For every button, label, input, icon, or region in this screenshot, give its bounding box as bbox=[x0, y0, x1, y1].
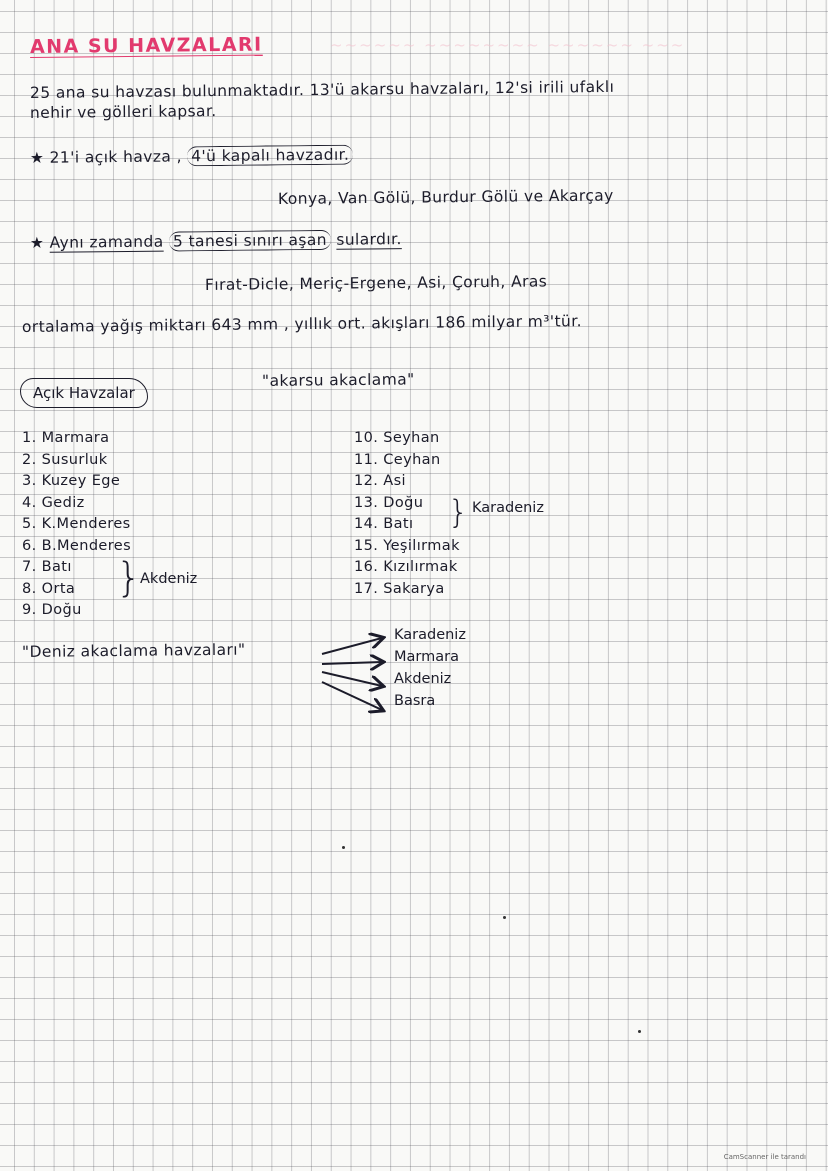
list-item: Marmara bbox=[394, 649, 459, 665]
sea-drainage-label: "Deniz akaclama havzaları" bbox=[21, 640, 246, 661]
list-item: 3. Kuzey Ege bbox=[22, 473, 121, 489]
closed-basin-list: Konya, Van Gölü, Burdur Gölü ve Akarçay bbox=[277, 186, 614, 208]
brace-icon: } bbox=[116, 555, 142, 601]
karadeniz-group-label: Karadeniz bbox=[472, 500, 544, 516]
list-item: 15. Yeşilırmak bbox=[354, 537, 460, 554]
list-item: Basra bbox=[394, 693, 436, 709]
list-item: 9. Doğu bbox=[22, 602, 82, 618]
intro-line-1: 25 ana su havzası bulunmaktadır. 13'ü akarsu havzaları, 12'si irili ufaklı bbox=[29, 77, 615, 102]
list-item: 10. Seyhan bbox=[354, 430, 440, 446]
list-item: Akdeniz bbox=[394, 671, 452, 687]
arrows-icon bbox=[318, 632, 390, 722]
right-basin-list bbox=[354, 428, 460, 600]
list-item: 4. Gediz bbox=[22, 494, 85, 511]
arrow-icon bbox=[322, 662, 382, 664]
list-item: 8. Orta bbox=[22, 580, 76, 597]
border-prefix: Aynı zamanda bbox=[49, 232, 164, 252]
border-suffix: sulardır. bbox=[336, 230, 402, 249]
border-rivers-list: Fırat-Dicle, Meriç-Ergene, Asi, Çoruh, Aras bbox=[204, 272, 548, 294]
ink-dot bbox=[503, 916, 506, 919]
ink-dot bbox=[638, 1030, 641, 1033]
open-closed-line bbox=[30, 145, 353, 168]
faded-header: ~~~~~~ ~~~~~~~~ ~~~~~~ ~~~ bbox=[330, 36, 686, 54]
brace-icon: } bbox=[448, 493, 469, 531]
open-basin-count: 21'i açık havza , bbox=[49, 147, 182, 167]
list-item: 17. Sakarya bbox=[354, 580, 445, 597]
arrow-icon bbox=[322, 672, 382, 686]
list-item: 16. Kızılırmak bbox=[354, 559, 458, 575]
list-item: 5. K.Menderes bbox=[22, 516, 131, 532]
list-item: 14. Batı bbox=[354, 516, 414, 532]
arrow-icon bbox=[322, 638, 382, 654]
list-item: 2. Susurluk bbox=[22, 451, 108, 468]
border-waters-line bbox=[30, 229, 402, 253]
left-basin-list bbox=[22, 428, 131, 622]
scanner-footer: CamScanner ile tarandı bbox=[723, 1153, 806, 1161]
ink-dot bbox=[342, 846, 345, 849]
page-title: ANA SU HAVZALARI bbox=[29, 33, 263, 58]
list-item: 6. B.Menderes bbox=[22, 537, 132, 554]
border-boxed-text: 5 tanesi sınırı aşan bbox=[169, 230, 331, 252]
closed-basin-count: 4'ü kapalı havzadır. bbox=[187, 145, 353, 167]
list-item: 13. Doğu bbox=[354, 494, 424, 511]
open-basins-label: Açık Havzalar bbox=[20, 378, 148, 408]
open-basins-subtitle: "akarsu akaclama" bbox=[261, 370, 415, 390]
intro-line-2: nehir ve gölleri kapsar. bbox=[29, 102, 217, 122]
list-item: 1. Marmara bbox=[22, 430, 110, 446]
akdeniz-group-label: Akdeniz bbox=[140, 571, 198, 587]
list-item: Karadeniz bbox=[394, 627, 466, 643]
sea-drainage-targets bbox=[394, 624, 466, 712]
list-item: 11. Ceyhan bbox=[354, 451, 441, 468]
list-item: 12. Asi bbox=[354, 473, 406, 489]
stats-line: ortalama yağış miktarı 643 mm , yıllık ort. akışları 186 milyar m³'tür. bbox=[21, 312, 583, 336]
star-icon: ★ bbox=[29, 148, 45, 167]
list-item: 7. Batı bbox=[22, 559, 72, 575]
arrow-icon bbox=[322, 682, 382, 710]
star-icon: ★ bbox=[29, 233, 45, 252]
